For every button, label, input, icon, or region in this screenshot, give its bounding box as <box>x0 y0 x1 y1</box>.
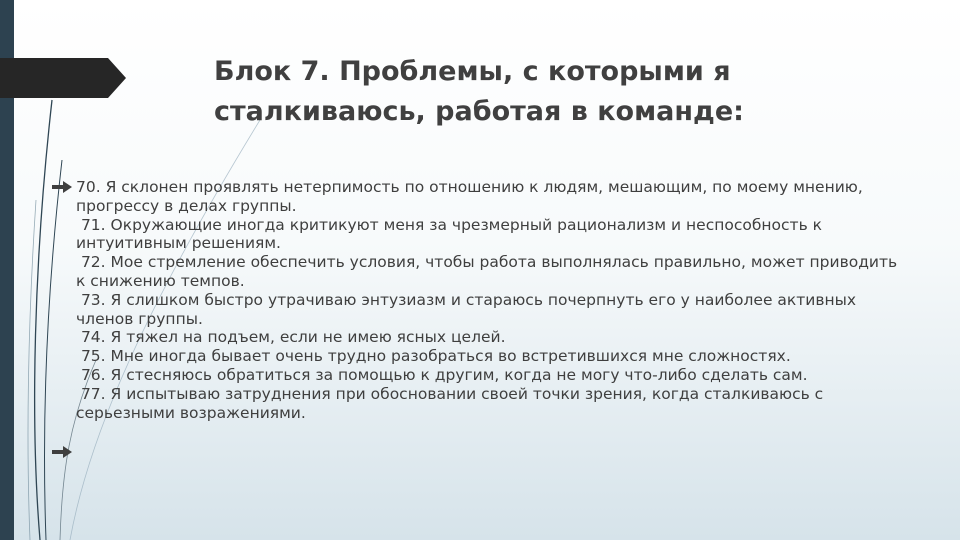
list-item: 77. Я испытываю затруднения при обосновании своей точки зрения, когда сталкиваюсь с серьезными возражениями. <box>76 384 829 422</box>
list-item: 75. Мне иногда бывает очень трудно разобраться во встретившихся мне сложностях. <box>76 347 791 366</box>
title-line-1: Блок 7. Проблемы, с которыми я <box>214 56 731 87</box>
list-item: 71. Окружающие иногда критикуют меня за чрезмерный рационализм и неспособность к интуитивным решениям. <box>76 215 827 253</box>
content-area <box>52 178 902 422</box>
arrow-bullet-icon <box>52 446 72 458</box>
list-item: 73. Я слишком быстро утрачиваю энтузиазм и стараюсь почерпнуть его у наиболее активных членов группы. <box>76 290 861 328</box>
title-line-2: сталкиваюсь, работая в команде: <box>214 96 744 127</box>
list-item: 76. Я стесняюсь обратиться за помощью к другим, когда не могу что-либо сделать сам. <box>76 365 808 384</box>
list-item: 74. Я тяжел на подъем, если не имею ясных целей. <box>76 328 506 347</box>
slide-title <box>214 52 854 132</box>
list-item: 70. Я склонен проявлять нетерпимость по отношению к людям, мешающим, по моему мнению, прогрессу в делах группы. <box>76 178 868 215</box>
title-tab-shape <box>0 58 126 98</box>
items-list <box>76 178 902 422</box>
list-item: 72. Мое стремление обеспечить условия, чтобы работа выполнялась правильно, может приводить к снижению темпов. <box>76 253 903 290</box>
arrow-bullet-icon <box>52 181 72 193</box>
